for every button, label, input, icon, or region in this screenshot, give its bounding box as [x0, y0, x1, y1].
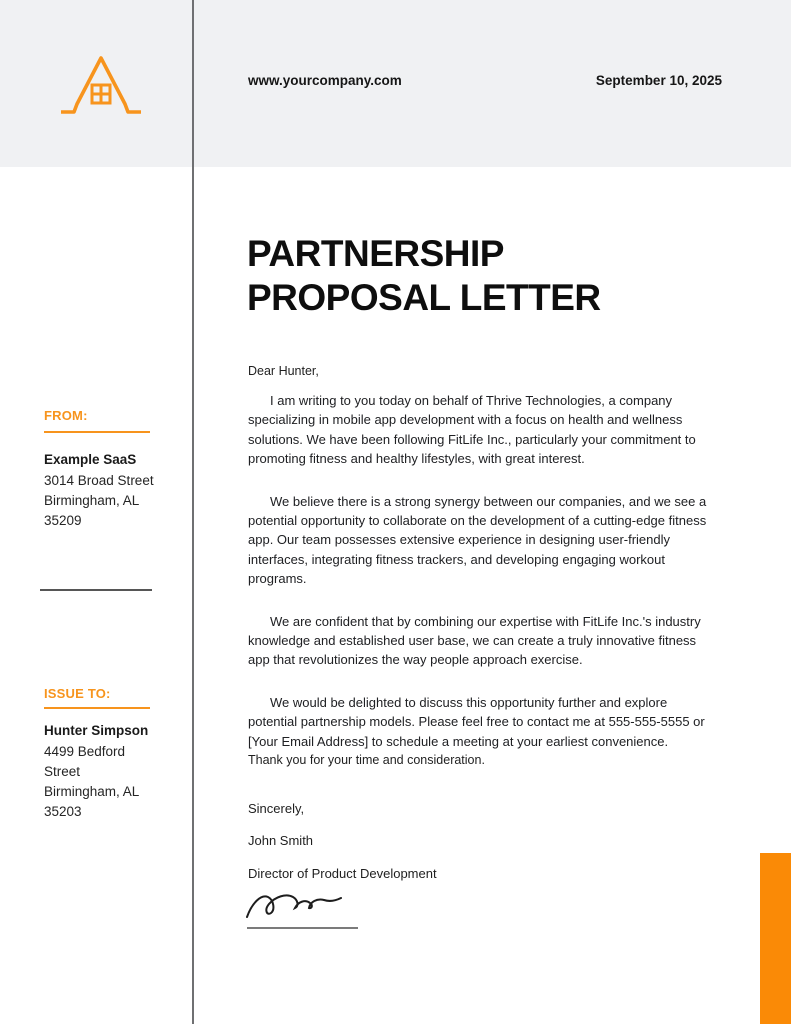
page-title-line1: PARTNERSHIP — [247, 233, 504, 274]
signer-name: John Smith — [248, 833, 314, 848]
vertical-divider — [192, 0, 194, 1024]
sender-address-line: Birmingham, AL — [44, 493, 140, 508]
signer-title: Director of Product Development — [248, 866, 437, 881]
paragraph: We would be delighted to discuss this opportunity further and explore potential partnership models. Please feel free to contact me at 555-555-5555 or [Your Email Address] to schedule a meeting at your earliest convenience. — [248, 694, 705, 749]
recipient-name: Hunter Simpson — [44, 723, 149, 738]
paragraph: We believe there is a strong synergy between our companies, and we see a potential opportunity to collaborate on the development of a cutting-edge fitness app. Our team possesses extensive experience in designing user-friendly interfaces, integrating fitness trackers, and developing engaging workout programs. — [248, 493, 707, 587]
from-label: FROM: — [44, 408, 88, 423]
recipient-address-line: Birmingham, AL — [44, 784, 140, 799]
issue-to-address-block — [44, 721, 169, 822]
company-website: www.yourcompany.com — [248, 73, 402, 88]
sender-name: Example SaaS — [44, 452, 137, 467]
page-title-line2: PROPOSAL LETTER — [247, 277, 601, 318]
from-address-block — [44, 450, 169, 531]
issue-to-label: ISSUE TO: — [44, 686, 111, 701]
recipient-address-line: 4499 Bedford — [44, 744, 126, 759]
sidebar-divider — [40, 589, 152, 591]
recipient-address-line: Street — [44, 764, 81, 779]
signoff: Sincerely, — [248, 801, 305, 816]
letter-body — [248, 391, 714, 774]
house-icon — [61, 54, 141, 116]
accent-bar — [760, 853, 791, 1024]
sender-address-line: 35209 — [44, 513, 82, 528]
salutation: Dear Hunter, — [248, 364, 319, 378]
paragraph: We are confident that by combining our expertise with FitLife Inc.'s industry knowledge and established user base, we can create a truly innovative fitness app that revolutionizes the way people approach exercise. — [248, 613, 701, 668]
signature-icon — [245, 891, 343, 923]
paragraph: I am writing to you today on behalf of Thrive Technologies, a company specializing in mobile app development with a focus on health and wellness solutions. We have been following FitLife Inc., particularly your commitment to promoting fitness and healthy lifestyles, with great interest. — [248, 393, 696, 467]
from-underline — [44, 431, 150, 433]
issue-to-underline — [44, 707, 150, 709]
letter-date: September 10, 2025 — [595, 73, 722, 88]
page-title — [247, 232, 601, 320]
signature-line — [247, 927, 358, 929]
closing-thanks: Thank you for your time and consideration. — [248, 753, 485, 767]
recipient-address-line: 35203 — [44, 804, 82, 819]
sender-address-line: 3014 Broad Street — [44, 473, 154, 488]
